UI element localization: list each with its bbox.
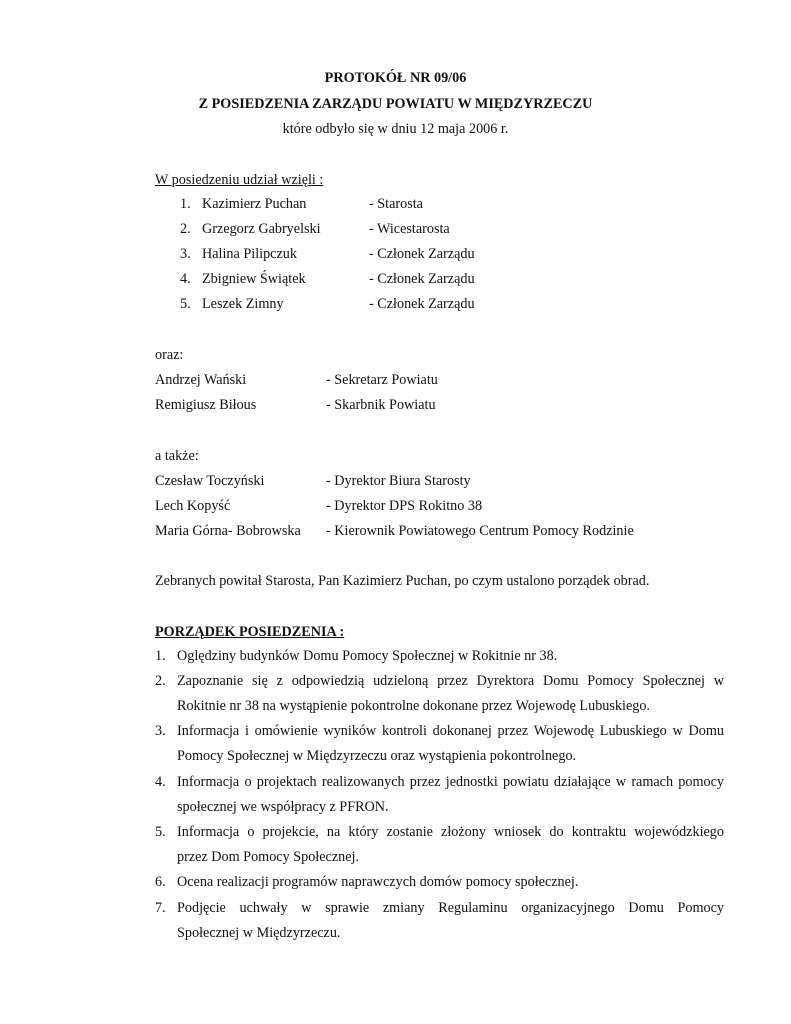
agenda-item-text: Informacja o projekcie, na który zostanie złożony wniosek do kontraktu wojewódzkiego [177,824,724,840]
agenda-item-text-continued: Rokitnie nr 38 na wystąpienie pokontrolne dokonane przez Wojewodę Lubuskiego. [177,698,650,714]
person-role: - Dyrektor Biura Starosty [326,473,471,489]
person-name: Remigiusz Biłous [155,397,257,413]
agenda-item-number: 2. [155,673,166,689]
list-number: 2. [180,221,191,237]
person-role: - Kierownik Powiatowego Centrum Pomocy Rodzinie [326,523,634,539]
agenda-item-text-continued: Pomocy Społecznej w Międzyrzeczu oraz wystąpienia pokontrolnego. [177,748,577,764]
agenda-item-text: Oględziny budynków Domu Pomocy Społecznej w Rokitnie nr 38. [177,648,558,664]
member-role: - Wicestarosta [369,221,450,237]
person-role: - Sekretarz Powiatu [326,372,438,388]
agenda-item-text-continued: społecznej we współpracy z PFRON. [177,799,389,815]
agenda-item-number: 4. [155,774,166,790]
member-role: - Członek Zarządu [369,271,475,287]
person-role: - Skarbnik Powiatu [326,397,436,413]
protocol-number-title: PROTOKÓŁ NR 09/06 [324,70,467,86]
member-name: Halina Pilipczuk [202,246,297,262]
agenda-item-text: Informacja i omówienie wyników kontroli dokonanej przez Wojewodę Lubuskiego w Domu [177,723,724,739]
agenda-item-number: 1. [155,648,166,664]
person-name: Andrzej Wański [155,372,247,388]
also-label: oraz: [155,347,184,363]
list-number: 1. [180,196,191,212]
additionally-label: a także: [155,448,199,464]
agenda-item-number: 5. [155,824,166,840]
agenda-item-text: Ocena realizacji programów naprawczych domów pomocy społecznej. [177,874,579,890]
person-name: Czesław Toczyński [155,473,265,489]
member-name: Zbigniew Świątek [202,271,306,287]
list-number: 4. [180,271,191,287]
member-role: - Członek Zarządu [369,246,475,262]
person-role: - Dyrektor DPS Rokitno 38 [326,498,483,514]
member-name: Kazimierz Puchan [202,196,307,212]
participants-heading: W posiedzeniu udział wzięli : [155,172,324,188]
meeting-date: które odbyło się w dniu 12 maja 2006 r. [282,121,509,137]
meeting-title: Z POSIEDZENIA ZARZĄDU POWIATU W MIĘDZYRZECZU [198,96,593,112]
list-number: 5. [180,296,191,312]
agenda-item-text: Zapoznanie się z odpowiedzią udzieloną przez Dyrektora Domu Pomocy Społecznej w [177,673,724,689]
member-name: Leszek Zimny [202,296,284,312]
agenda-heading: PORZĄDEK POSIEDZENIA : [155,624,345,640]
list-number: 3. [180,246,191,262]
agenda-item-text-continued: przez Dom Pomocy Społecznej. [177,849,360,865]
agenda-item-number: 6. [155,874,166,890]
agenda-item-number: 7. [155,900,166,916]
agenda-item-text-continued: Społecznej w Międzyrzeczu. [177,925,341,941]
member-role: - Członek Zarządu [369,296,475,312]
greeting-paragraph: Zebranych powitał Starosta, Pan Kazimierz Puchan, po czym ustalono porządek obrad. [155,573,650,589]
agenda-item-text: Podjęcie uchwały w sprawie zmiany Regulaminu organizacyjnego Domu Pomocy [177,900,724,916]
person-name: Lech Kopyść [155,498,231,514]
member-role: - Starosta [369,196,423,212]
member-name: Grzegorz Gabryelski [202,221,321,237]
agenda-item-number: 3. [155,723,166,739]
person-name: Maria Górna- Bobrowska [155,523,301,539]
agenda-item-text: Informacja o projektach realizowanych przez jednostki powiatu działające w ramach pomocy [177,774,724,790]
